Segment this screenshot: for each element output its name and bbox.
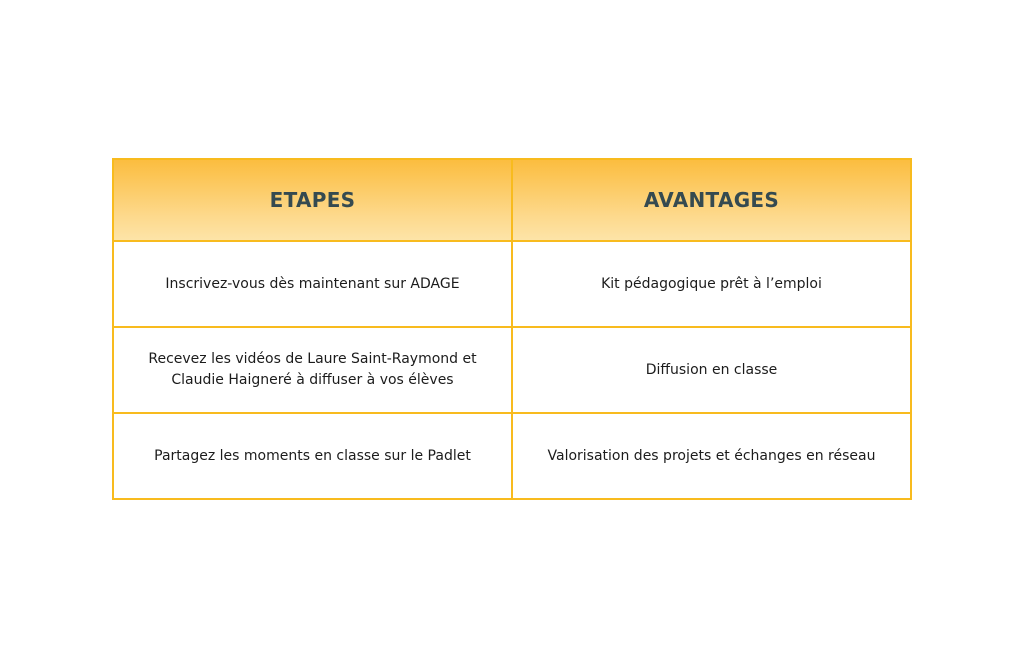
avantage-text: Valorisation des projets et échanges en réseau xyxy=(547,447,876,464)
etapes-avantages-table xyxy=(112,158,912,500)
avantage-cell xyxy=(512,241,911,327)
table-header xyxy=(113,159,911,241)
avantage-text: Diffusion en classe xyxy=(645,361,778,378)
avantage-cell xyxy=(512,413,911,499)
table-row xyxy=(113,241,911,327)
etape-cell xyxy=(113,327,512,413)
comparison-table-container xyxy=(112,158,912,500)
header-etapes: ETAPES xyxy=(113,159,512,241)
table-row xyxy=(113,327,911,413)
etape-cell xyxy=(113,241,512,327)
avantage-text: Kit pédagogique prêt à l’emploi xyxy=(601,275,822,292)
table-body xyxy=(113,241,911,499)
header-row xyxy=(113,159,911,241)
etape-cell xyxy=(113,413,512,499)
avantage-cell xyxy=(512,327,911,413)
etape-text: Recevez les vidéos de Laure Saint-Raymond et Claudie Haigneré à diffuser à vos élèves xyxy=(148,351,477,388)
etape-text: Partagez les moments en classe sur le Padlet xyxy=(154,447,471,464)
header-avantages: AVANTAGES xyxy=(512,159,911,241)
etape-text: Inscrivez-vous dès maintenant sur ADAGE xyxy=(165,275,460,292)
table-row xyxy=(113,413,911,499)
